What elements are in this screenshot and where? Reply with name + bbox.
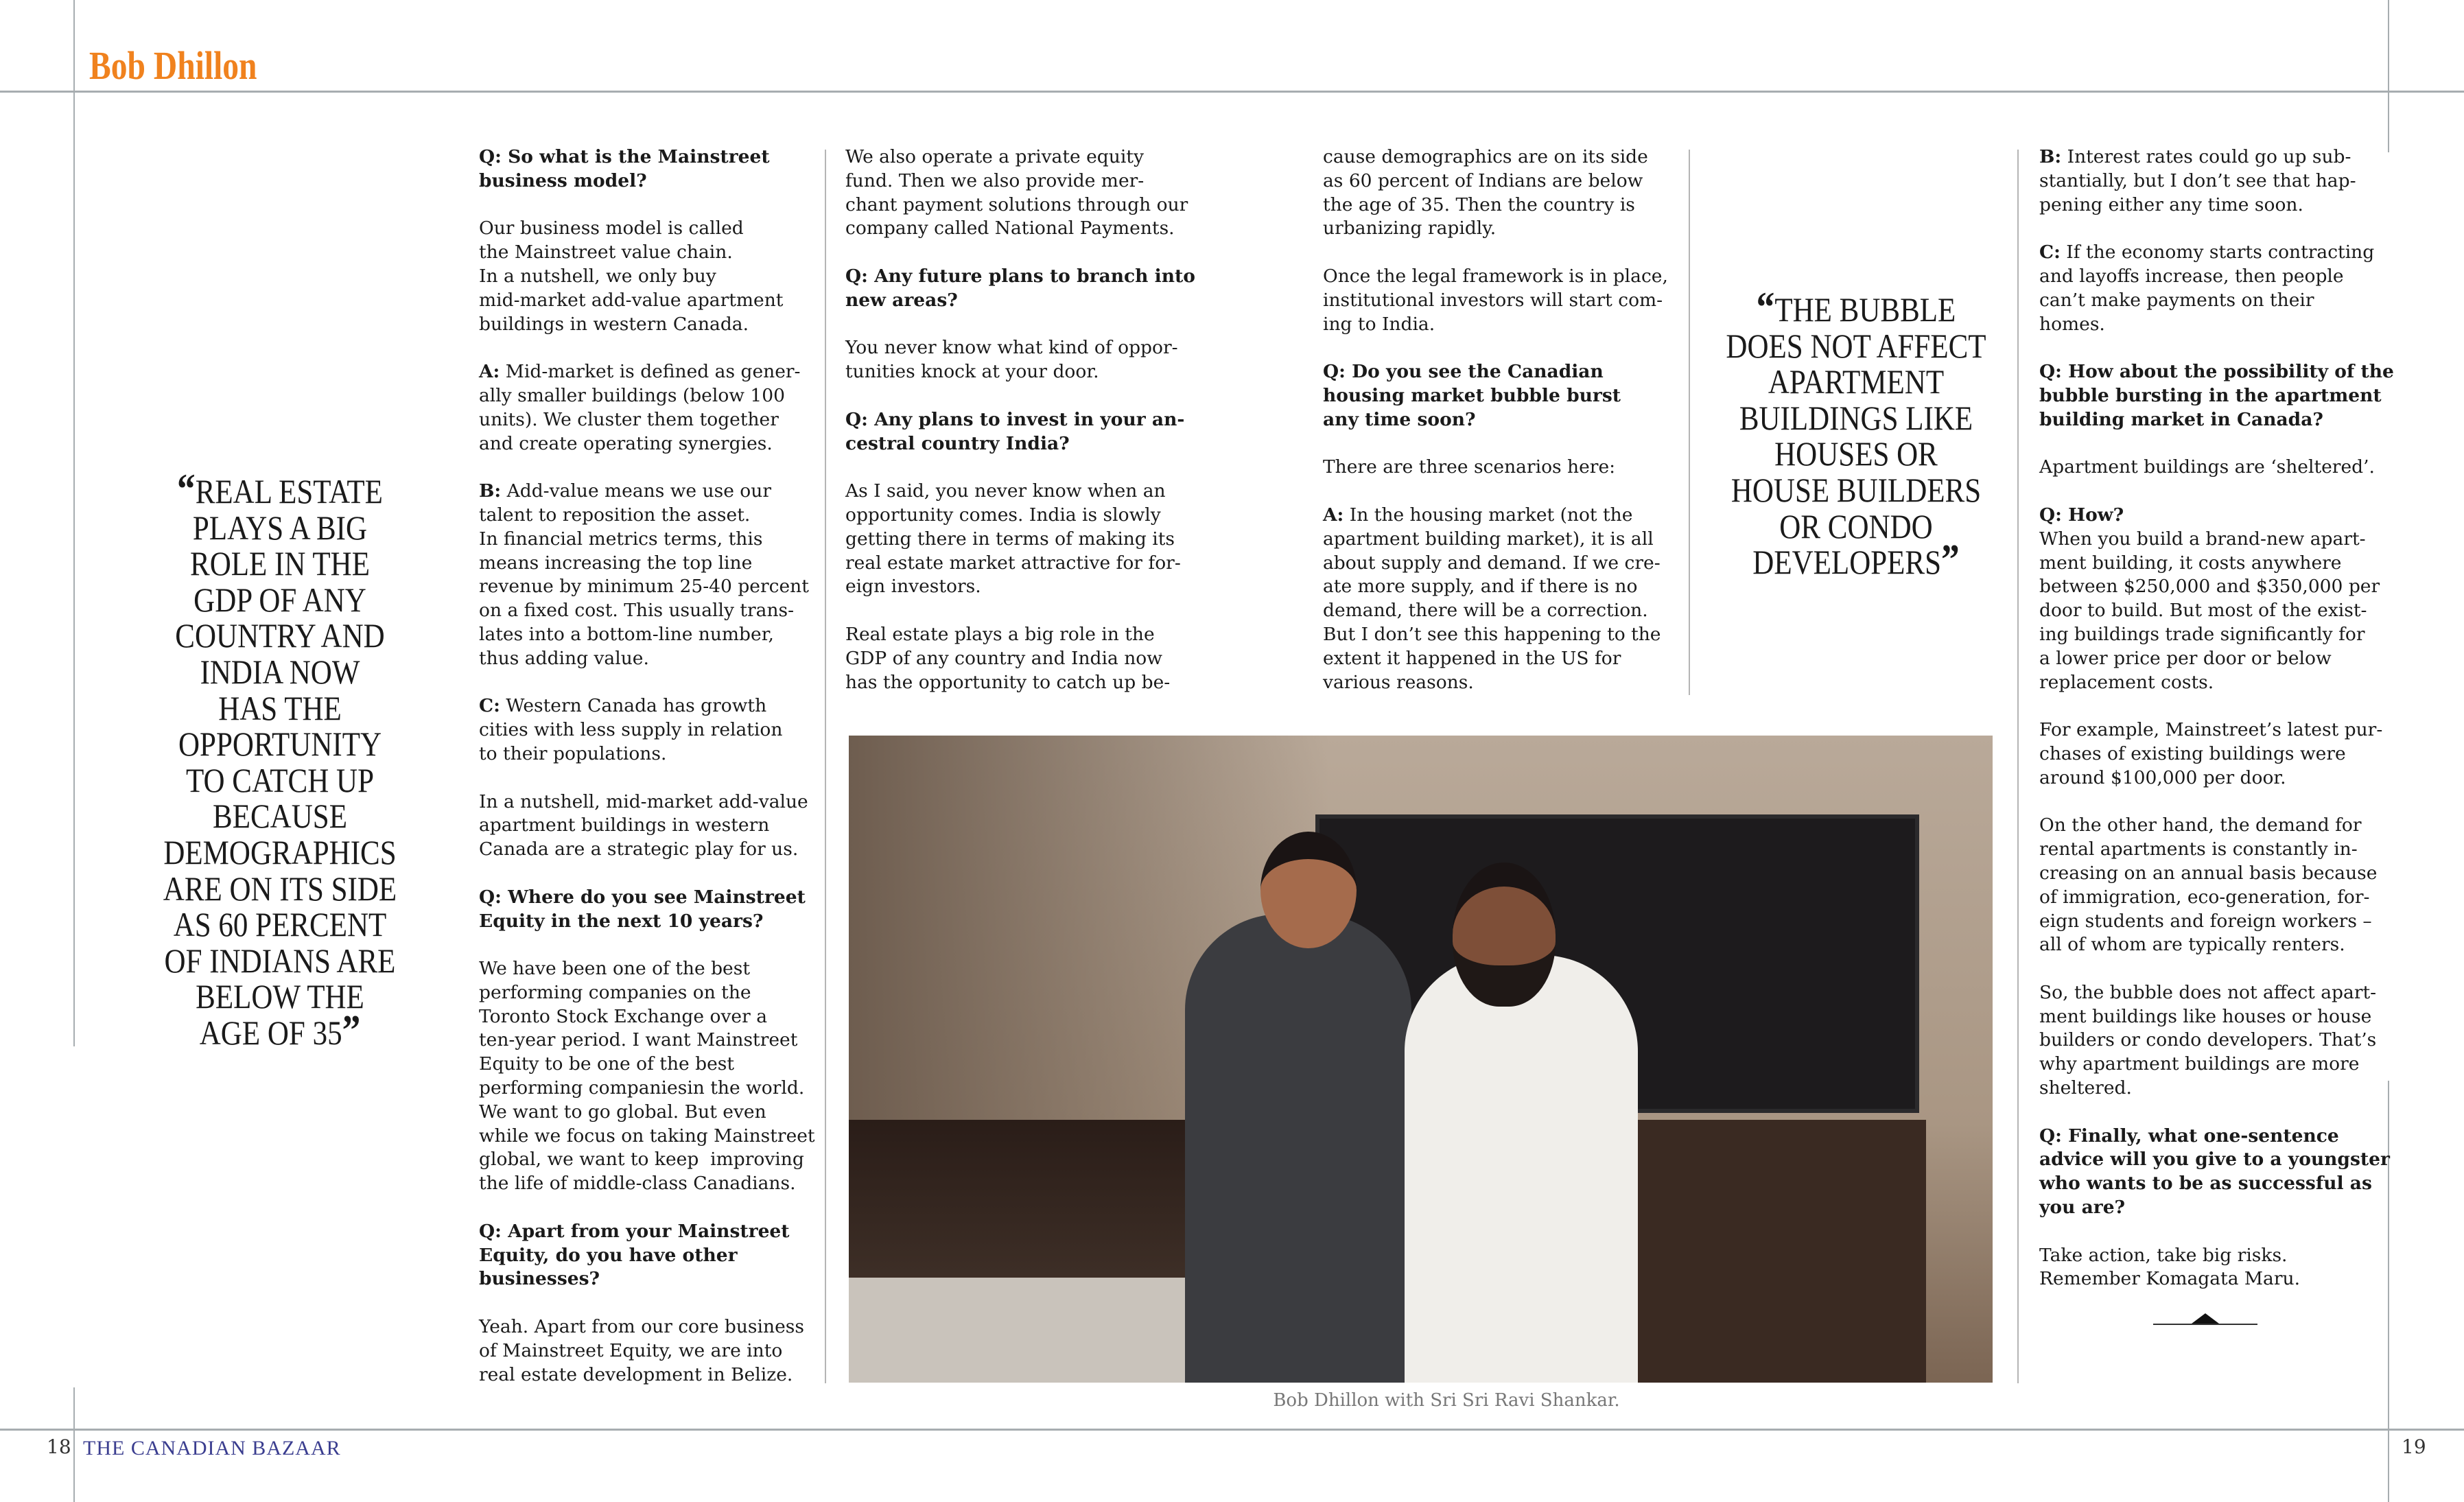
question-text: Q: Do you see the Canadian housing market bubble burst any time soon? bbox=[1323, 361, 1621, 430]
pull-quote-line bbox=[157, 726, 403, 762]
paragraph-text: Our business model is called the Mainstreet value chain. In a nutshell, we only buy mid-market add-value apartment buildings in western Canada. bbox=[479, 218, 784, 335]
pull-quote-text: BECAUSE bbox=[213, 797, 347, 836]
pull-quote-text: AGE OF 35 bbox=[199, 1013, 342, 1052]
paragraph-text: Take action, take big risks. Remember Komagata Maru. bbox=[2039, 1244, 2301, 1290]
pull-quote-line bbox=[157, 871, 403, 907]
article-photo bbox=[849, 736, 1993, 1383]
column-divider bbox=[1689, 150, 1690, 695]
pull-quote-line bbox=[157, 943, 403, 979]
article-paragraph bbox=[2039, 360, 2394, 432]
pull-quote-line bbox=[157, 654, 403, 690]
pull-quote-text: DEMOGRAPHICS bbox=[163, 832, 397, 871]
pull-quote-text: THE BUBBLE bbox=[1774, 290, 1956, 329]
paragraph-text: So, the bubble does not affect apart- ment buildings like houses or house builders or condo developers. That’s why apartment buildings are more sheltered. bbox=[2039, 981, 2377, 1099]
pull-quote-text: DOES NOT AFFECT bbox=[1726, 326, 1986, 365]
pull-quote-line bbox=[157, 545, 403, 582]
pull-quote-line bbox=[157, 1007, 403, 1054]
pull-quote-line bbox=[157, 834, 403, 871]
pull-quote-text: AS 60 PERCENT bbox=[173, 905, 387, 944]
pull-quote-line bbox=[157, 510, 403, 546]
pull-quote-line bbox=[157, 906, 403, 943]
answer-label: A: bbox=[479, 361, 500, 383]
question-text: Q: So what is the Mainstreet business model? bbox=[479, 146, 770, 191]
end-of-article-mark bbox=[2153, 1324, 2257, 1325]
close-quote-icon: ” bbox=[342, 1007, 361, 1054]
answer-label: B: bbox=[2039, 146, 2062, 167]
paragraph-text: There are three scenarios here: bbox=[1323, 456, 1616, 478]
paragraph-text: Interest rates could go up sub- stantially, but I don’t see that hap- pening either any time soon. bbox=[2039, 146, 2356, 215]
article-paragraph bbox=[2039, 1244, 2394, 1292]
article-paragraph bbox=[2039, 145, 2394, 217]
pull-quote-text: INDIA NOW bbox=[200, 652, 360, 691]
article-paragraph bbox=[2039, 456, 2394, 480]
paragraph-text: Apartment buildings are ‘sheltered’. bbox=[2039, 456, 2375, 478]
paragraph-text: On the other hand, the demand for rental apartments is constantly in- creasing on an annual basis because of immigration, eco-generation, for- eign students and foreign workers – all of whom are typically renters. bbox=[2039, 814, 2378, 956]
pull-quote-text: OR CONDO bbox=[1779, 506, 1933, 545]
paragraph-text: In the housing market (not the apartment building market), it is all about supply and demand. If we cre- ate more supply, and if there is no demand, there will be a correction. But I don’t see this happening to the extent it happened in the US for various reasons. bbox=[1323, 504, 1661, 693]
pull-quote-text: DEVELOPERS bbox=[1752, 543, 1942, 582]
paragraph-text: Real estate plays a big role in the GDP of any country and India now has the opportunity to catch up be- bbox=[845, 623, 1171, 693]
pull-quote-text: OPPORTUNITY bbox=[178, 725, 382, 764]
article-column-4 bbox=[2039, 145, 2394, 1315]
column-divider bbox=[825, 150, 826, 1383]
pull-quote-line bbox=[157, 582, 403, 618]
article-paragraph bbox=[1323, 360, 1668, 432]
pull-quote-text: COUNTRY AND bbox=[175, 616, 385, 655]
pull-quote-line bbox=[1724, 472, 1989, 508]
crop-mark-right-top bbox=[2388, 0, 2389, 152]
article-paragraph bbox=[479, 217, 815, 336]
crop-mark-left-top bbox=[73, 0, 75, 1046]
page-number-right: 19 bbox=[2402, 1435, 2426, 1458]
question-text: Q: Where do you see Mainstreet Equity in the next 10 years? bbox=[479, 886, 806, 932]
pull-quote-text: ROLE IN THE bbox=[190, 544, 370, 583]
article-paragraph bbox=[845, 623, 1195, 694]
question-text: Q: Apart from your Mainstreet Equity, do you have other businesses? bbox=[479, 1220, 790, 1290]
paragraph-text: Yeah. Apart from our core business of Mainstreet Equity, we are into real estate development in Belize. bbox=[479, 1316, 804, 1385]
person-right-robe bbox=[1405, 955, 1638, 1383]
pull-quote-line bbox=[157, 690, 403, 727]
article-paragraph bbox=[2039, 504, 2394, 694]
article-paragraph bbox=[2039, 718, 2394, 790]
article-paragraph bbox=[479, 886, 815, 934]
paragraph-text: Western Canada has growth cities with less supply in relation to their populations. bbox=[479, 695, 783, 764]
paragraph-text: Mid-market is defined as gener- ally smaller buildings (below 100 units). We cluster them together and create operating synergies. bbox=[479, 361, 801, 454]
article-paragraph bbox=[1323, 504, 1668, 694]
person-right-head bbox=[1453, 863, 1556, 1007]
question-text: Q: How about the possibility of the bubble bursting in the apartment building market in Canada? bbox=[2039, 361, 2394, 430]
paragraph-text: cause demographics are on its side as 60 percent of Indians are below the age of 35. Then the country is urbanizing rapidly. bbox=[1323, 146, 1648, 239]
pull-quote-text: PLAYS A BIG bbox=[192, 508, 368, 547]
article-column-1 bbox=[479, 145, 815, 1411]
crop-mark-left-bottom bbox=[73, 1387, 75, 1502]
article-paragraph bbox=[479, 790, 815, 862]
publication-name: THE CANADIAN BAZAAR bbox=[83, 1437, 341, 1459]
article-paragraph bbox=[479, 145, 815, 193]
paragraph-text: As I said, you never know when an opportunity comes. India is slowly getting there in terms of making its real estate market attractive for for- eign investors. bbox=[845, 480, 1181, 598]
page-title: Bob Dhillon bbox=[89, 43, 257, 88]
column-divider bbox=[2017, 150, 2019, 1383]
article-paragraph bbox=[479, 957, 815, 1196]
pull-quote-line bbox=[1724, 328, 1989, 364]
pull-quote-text: HOUSE BUILDERS bbox=[1730, 470, 1982, 509]
open-quote-icon: “ bbox=[177, 466, 196, 513]
paragraph-text: In a nutshell, mid-market add-value apartment buildings in western Canada are a strategic play for us. bbox=[479, 790, 808, 860]
pull-quote-line bbox=[1724, 364, 1989, 400]
article-column-2 bbox=[845, 145, 1195, 718]
article-paragraph bbox=[479, 480, 815, 670]
question-text: Q: Finally, what one-sentence advice will you give to a youngster who wants to be as successful as you are? bbox=[2039, 1125, 2390, 1219]
article-paragraph bbox=[479, 694, 815, 766]
paragraph-text: For example, Mainstreet’s latest pur- chases of existing buildings were around $100,000 per door. bbox=[2039, 719, 2383, 788]
pull-quote-line bbox=[157, 762, 403, 799]
pull-quote-line bbox=[1724, 537, 1989, 584]
pull-quote-line bbox=[1724, 436, 1989, 472]
pull-quote-text: BUILDINGS LIKE bbox=[1739, 398, 1973, 437]
article-paragraph bbox=[1323, 145, 1668, 241]
article-paragraph bbox=[845, 265, 1195, 313]
header-rule bbox=[0, 91, 2464, 93]
article-paragraph bbox=[479, 1315, 815, 1387]
answer-label: B: bbox=[479, 480, 502, 502]
pull-quote-text: ARE ON ITS SIDE bbox=[163, 869, 397, 908]
article-paragraph bbox=[845, 336, 1195, 384]
paragraph-text: If the economy starts contracting and layoffs increase, then people can’t make payments on their homes. bbox=[2039, 242, 2375, 335]
article-paragraph bbox=[845, 145, 1195, 241]
paragraph-text: We have been one of the best performing companies on the Toronto Stock Exchange over a ten-year period. I want Mainstreet Equity to be one of the best performing companiesin the world. We want to go global. But even while we focus on taking Mainstreet global, we want to keep improving the life of middle-class Canadians. bbox=[479, 958, 815, 1195]
pull-quote-text: GDP OF ANY bbox=[193, 580, 366, 619]
pull-quote-line bbox=[1724, 284, 1989, 331]
article-paragraph bbox=[2039, 241, 2394, 336]
paragraph-text: Once the legal framework is in place, institutional investors will start com- ing to India. bbox=[1323, 265, 1668, 335]
paragraph-text: Add-value means we use our talent to reposition the asset. In financial metrics terms, this means increasing the top line revenue by minimum 25-40 percent on a fixed cost. This usually trans- lates into a bottom-line number, thus adding value. bbox=[479, 480, 809, 669]
pull-quote-line bbox=[157, 798, 403, 834]
question-text: Q: Any future plans to branch into new areas? bbox=[845, 265, 1195, 311]
article-paragraph bbox=[2039, 1125, 2394, 1220]
page-number-left: 18 bbox=[47, 1435, 71, 1458]
answer-label: C: bbox=[2039, 242, 2061, 263]
close-quote-icon: ” bbox=[1941, 537, 1960, 584]
paragraph-text: When you build a brand-new apart- ment building, it costs anywhere between $250,000 and $350,000 per door to build. But most of the exist- ing buildings trade significantly for a lower price per door or below replacement costs. bbox=[2039, 528, 2380, 693]
answer-label: C: bbox=[479, 695, 500, 717]
pull-quote-text: APARTMENT bbox=[1768, 362, 1945, 401]
pull-quote-line bbox=[157, 978, 403, 1015]
paragraph-text: We also operate a private equity fund. Then we also provide mer- chant payment solutions through our company called National Payments. bbox=[845, 146, 1188, 239]
end-triangle-icon bbox=[2192, 1313, 2219, 1324]
article-paragraph bbox=[479, 1220, 815, 1291]
article-paragraph bbox=[845, 480, 1195, 599]
person-left-head bbox=[1260, 832, 1357, 948]
pull-quote-line bbox=[1724, 400, 1989, 436]
pull-quote-text: HAS THE bbox=[218, 688, 342, 727]
pull-quote-2 bbox=[1724, 284, 1989, 584]
article-paragraph bbox=[2039, 814, 2394, 957]
pull-quote-text: TO CATCH UP bbox=[186, 760, 374, 799]
pull-quote-text: BELOW THE bbox=[196, 977, 364, 1016]
question-text: Q: Any plans to invest in your an- cestral country India? bbox=[845, 408, 1185, 454]
article-paragraph bbox=[1323, 265, 1668, 336]
person-left-suit bbox=[1185, 914, 1411, 1383]
article-paragraph bbox=[479, 360, 815, 456]
answer-label: A: bbox=[1323, 504, 1344, 526]
article-paragraph bbox=[1323, 456, 1668, 480]
question-text: Q: How? bbox=[2039, 504, 2124, 526]
article-paragraph bbox=[2039, 981, 2394, 1101]
paragraph-text: You never know what kind of oppor- tunities knock at your door. bbox=[845, 337, 1178, 383]
article-paragraph bbox=[845, 408, 1195, 456]
pull-quote-text: REAL ESTATE bbox=[195, 472, 383, 511]
footer-rule bbox=[0, 1429, 2464, 1431]
pull-quote-line bbox=[157, 466, 403, 513]
article-column-3 bbox=[1323, 145, 1668, 718]
pull-quote-1 bbox=[157, 466, 403, 1054]
photo-caption: Bob Dhillon with Sri Sri Ravi Shankar. bbox=[1273, 1390, 1620, 1411]
pull-quote-line bbox=[157, 618, 403, 654]
pull-quote-text: HOUSES OR bbox=[1774, 434, 1938, 473]
pull-quote-text: OF INDIANS ARE bbox=[164, 941, 396, 980]
open-quote-icon: “ bbox=[1756, 284, 1775, 331]
